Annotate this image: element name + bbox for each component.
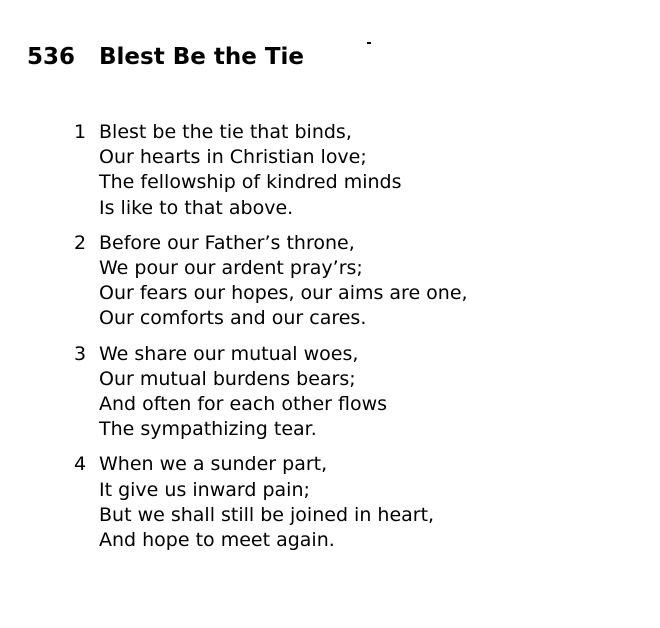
verse-line: And hope to meet again.	[99, 529, 335, 552]
verse-lines	[99, 342, 660, 443]
verse-line: We share our mutual woes,	[99, 342, 359, 365]
verse-line: And often for each other flows	[99, 393, 388, 416]
verses	[0, 120, 660, 563]
verse-line: Our hearts in Christian love;	[99, 146, 367, 169]
verse-line: We pour our ardent pray’rs;	[99, 257, 363, 280]
hymn-title: Blest Be the Tie	[99, 44, 304, 70]
verse-number: 4	[74, 453, 87, 476]
verse-line: It give us inward pain;	[99, 478, 310, 501]
verse-line: Our fears our hopes, our aims are one,	[99, 282, 468, 305]
verse-number: 3	[74, 342, 87, 365]
verse-line: Blest be the tie that binds,	[99, 121, 352, 143]
verse-lines	[99, 452, 660, 553]
verse-lines	[99, 231, 660, 332]
verse-line: Is like to that above.	[99, 196, 294, 219]
verse-number: 1	[74, 121, 87, 143]
verse-line: Our mutual burdens bears;	[99, 367, 356, 390]
verse-4	[0, 452, 660, 553]
verse-line: Our comforts and our cares.	[99, 307, 367, 330]
verse-3	[0, 342, 660, 443]
verse-line: The fellowship of kindred minds	[99, 171, 402, 194]
verse-line: The sympathizing tear.	[99, 418, 317, 441]
verse-1	[0, 120, 660, 221]
hymn-number: 536	[27, 44, 76, 70]
stray-mark	[367, 42, 371, 44]
verse-number: 2	[74, 231, 87, 254]
verse-2	[0, 231, 660, 332]
verse-line: When we a sunder part,	[99, 453, 328, 476]
verse-line: But we shall still be joined in heart,	[99, 503, 435, 526]
verse-line: Before our Father’s throne,	[99, 231, 355, 254]
verse-lines	[99, 120, 660, 221]
hymn-header	[27, 40, 304, 74]
